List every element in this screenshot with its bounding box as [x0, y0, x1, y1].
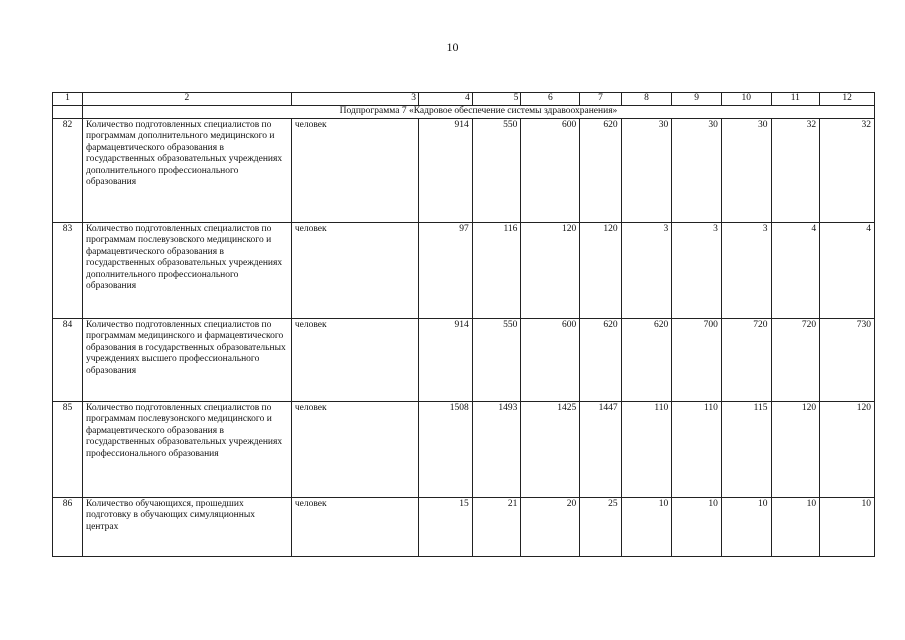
column-number: 4 [419, 93, 473, 106]
value-cell: 115 [721, 401, 771, 497]
value-cell: 620 [621, 318, 672, 401]
table-row [53, 118, 875, 222]
value-cell: 116 [472, 222, 521, 318]
column-number: 1 [53, 93, 83, 106]
value-cell: 97 [419, 222, 473, 318]
column-number: 3 [291, 93, 418, 106]
value-cell: 110 [672, 401, 722, 497]
value-cell: 600 [521, 318, 580, 401]
value-cell: 10 [721, 497, 771, 556]
subprogram-row [53, 105, 875, 118]
row-number: 86 [53, 497, 83, 556]
unit-cell: человек [291, 118, 418, 222]
value-cell: 25 [580, 497, 621, 556]
column-number: 8 [621, 93, 672, 106]
value-cell: 10 [621, 497, 672, 556]
column-number: 11 [771, 93, 820, 106]
indicator-name: Количество обучающихся, прошедших подготовку в обучающих симуляционных центрах [82, 497, 291, 556]
unit-cell: человек [291, 401, 418, 497]
column-numbers-row [53, 93, 875, 106]
value-cell: 120 [771, 401, 820, 497]
unit-cell: человек [291, 318, 418, 401]
subprogram-blank-cell [53, 105, 83, 118]
value-cell: 4 [820, 222, 875, 318]
value-cell: 620 [580, 318, 621, 401]
value-cell: 15 [419, 497, 473, 556]
table-row [53, 497, 875, 556]
value-cell: 3 [721, 222, 771, 318]
indicator-name: Количество подготовленных специалистов по программам послевузонского медицинского и фармацевтического образования в государственных образовательных учреждениях профессионального образования [82, 401, 291, 497]
value-cell: 720 [771, 318, 820, 401]
unit-cell: человек [291, 497, 418, 556]
value-cell: 120 [521, 222, 580, 318]
value-cell: 32 [820, 118, 875, 222]
value-cell: 10 [820, 497, 875, 556]
value-cell: 1425 [521, 401, 580, 497]
value-cell: 700 [672, 318, 722, 401]
column-number: 12 [820, 93, 875, 106]
indicator-name: Количество подготовленных специалистов по программам медицинского и фармацевтического образования в государственных образовательных учреждениях высшего профессионального образования [82, 318, 291, 401]
row-number: 82 [53, 118, 83, 222]
indicators-table [52, 92, 875, 557]
value-cell: 620 [580, 118, 621, 222]
value-cell: 3 [672, 222, 722, 318]
column-number: 5 [472, 93, 521, 106]
value-cell: 4 [771, 222, 820, 318]
value-cell: 110 [621, 401, 672, 497]
column-number: 7 [580, 93, 621, 106]
row-number: 83 [53, 222, 83, 318]
value-cell: 1508 [419, 401, 473, 497]
column-number: 2 [82, 93, 291, 106]
value-cell: 21 [472, 497, 521, 556]
value-cell: 32 [771, 118, 820, 222]
row-number: 85 [53, 401, 83, 497]
table-row [53, 401, 875, 497]
value-cell: 914 [419, 318, 473, 401]
table-row [53, 222, 875, 318]
indicator-name: Количество подготовленных специалистов по программам послевузовского медицинского и фармацевтического образования в государственных образовательных учреждениях дополнительного профессионального образования [82, 222, 291, 318]
column-number: 10 [721, 93, 771, 106]
value-cell: 10 [771, 497, 820, 556]
value-cell: 120 [580, 222, 621, 318]
value-cell: 20 [521, 497, 580, 556]
value-cell: 550 [472, 118, 521, 222]
value-cell: 30 [672, 118, 722, 222]
column-number: 9 [672, 93, 722, 106]
unit-cell: человек [291, 222, 418, 318]
table-row [53, 318, 875, 401]
value-cell: 120 [820, 401, 875, 497]
row-number: 84 [53, 318, 83, 401]
value-cell: 550 [472, 318, 521, 401]
indicator-name: Количество подготовленных специалистов по программам дополнительного медицинского и фармацевтического образования в государственных образовательных учреждениях дополнительного профессионального образования [82, 118, 291, 222]
value-cell: 600 [521, 118, 580, 222]
value-cell: 1447 [580, 401, 621, 497]
value-cell: 730 [820, 318, 875, 401]
value-cell: 30 [721, 118, 771, 222]
subprogram-title: Подпрограмма 7 «Кадровое обеспечение системы здравоохранения» [82, 105, 874, 118]
column-number: 6 [521, 93, 580, 106]
value-cell: 720 [721, 318, 771, 401]
value-cell: 1493 [472, 401, 521, 497]
value-cell: 3 [621, 222, 672, 318]
page-number: 10 [446, 40, 459, 54]
value-cell: 30 [621, 118, 672, 222]
value-cell: 914 [419, 118, 473, 222]
value-cell: 10 [672, 497, 722, 556]
